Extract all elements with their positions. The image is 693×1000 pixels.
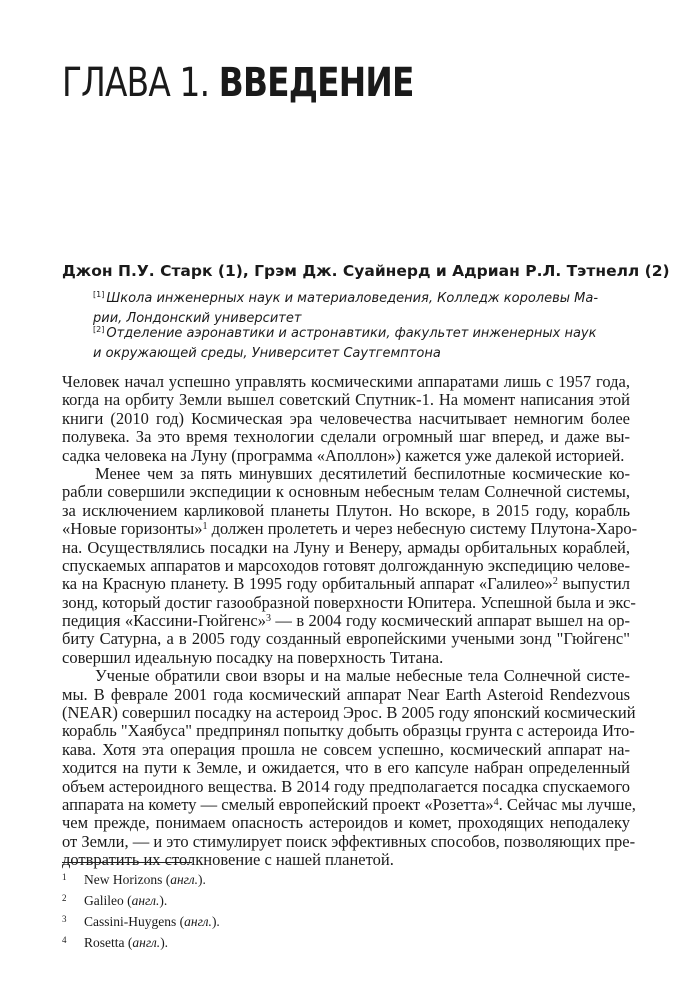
- footnote-divider: [62, 862, 192, 863]
- footnote-lang: англ.: [132, 935, 161, 950]
- text-line: садка человека на Луну (программа «Аполлон») кажется уже далекой историей.: [62, 445, 625, 465]
- body-text: [62, 372, 638, 870]
- text-line: за исключением карликовой планеты Плутон. Но вскоре, в 2015 году, корабль: [62, 500, 630, 520]
- text-line: мы. В феврале 2001 года космический аппарат Near Earth Asteroid Rendezvous: [62, 684, 630, 704]
- footnote-ref: 3: [265, 613, 271, 625]
- footnote: 2 Galileo (англ.).: [62, 893, 168, 908]
- authors-line: Джон П.У. Старк (1), Грэм Дж. Суайнерд и Адриан Р.Л. Тэтнелл (2): [62, 262, 670, 280]
- affiliation-line: Школа инженерных наук и материаловедения, Колледж королевы Ма-: [106, 291, 599, 306]
- text-line: спускаемых аппаратов и марсоходов готовят долгожданную экспедицию челове-: [62, 555, 630, 575]
- text-line: на. Осуществлялись посадки на Луну и Венеру, армады орбитальных кораблей,: [62, 537, 630, 557]
- text-line: дотвратить их столкновение с нашей планетой.: [62, 850, 394, 870]
- text-line: «Новые горизонты»$^1$ должен пролететь и через небесную систему Плутона-Харо-: [62, 519, 638, 539]
- paragraph: [62, 373, 630, 465]
- footnote-lang: англ.: [184, 914, 212, 929]
- chapter-title: [62, 60, 414, 106]
- affiliation-line: Отделение аэронавтики и астронавтики, факультет инженерных наук: [106, 326, 597, 341]
- text-line: ка на Красную планету. В 1995 году орбитальный аппарат «Галилео»$^2$ выпустил: [62, 574, 630, 594]
- footnote: 3 Cassini-Huygens (англ.).: [62, 914, 220, 929]
- affiliation-line: и окружающей среды, Университет Саутгемптона: [93, 346, 441, 361]
- paragraph: [62, 666, 636, 870]
- text-line: когда на орбиту Земли вышел советский Спутник-1. На момент написания этой: [62, 390, 630, 410]
- text-line: аппарата на комету — смелый европейский проект «Розетта»$^4$. Сейчас мы лучше,: [62, 794, 636, 814]
- text-line: чем прежде, понимаем опасность астероидов и комет, проходящих неподалеку: [62, 813, 630, 833]
- footnote-ref: 1: [202, 521, 208, 533]
- text-line: Ученые обратили свои взоры и на малые небесные тела Солнечной систе-: [95, 666, 630, 686]
- text-line: книги (2010 год) Космическая эра человечества насчитывает немногим более: [62, 408, 630, 428]
- chapter-prefix: ГЛАВА 1.: [62, 60, 219, 106]
- text-line: полувека. За это время технологии сделали огромный шаг вперед, и даже вы-: [62, 427, 630, 447]
- footnote-lang: англ.: [170, 872, 199, 887]
- text-line: корабль "Хаябуса" предпринял попытку добыть образцы грунта с астероида Ито-: [62, 721, 635, 741]
- text-line: Менее чем за пять минувших десятилетий беспилотные космические ко-: [95, 463, 630, 483]
- footnote: 4 Rosetta (англ.).: [62, 935, 169, 950]
- footnote-ref: 4: [493, 796, 499, 808]
- text-line: биту Сатурна, а в 2005 году созданный европейскими учеными зонд "Гюйгенс": [62, 629, 630, 649]
- text-line: кава. Хотя эта операция прошла не совсем успешно, космический аппарат на-: [62, 739, 630, 759]
- footnote-lang: англ.: [131, 893, 160, 908]
- text-line: от Земли, — и это стимулирует поиск эффективных способов, позволяющих пре-: [62, 831, 636, 851]
- text-line: объем астероидного вещества. В 2014 году предполагается посадка спускаемого: [62, 776, 630, 796]
- paragraph: [62, 463, 638, 667]
- text-line: (NEAR) совершил посадку на астероид Эрос. В 2005 году японский космический: [62, 703, 636, 723]
- affiliation-2: [93, 320, 603, 364]
- text-line: педиция «Кассини-Гюйгенс»$^3$ — в 2004 году космический аппарат вышел на ор-: [62, 611, 630, 631]
- text-line: совершил идеальную посадку на поверхность Титана.: [62, 647, 444, 667]
- text-line: рабли совершили экспедиции к основным небесным телам Солнечной системы,: [62, 482, 630, 502]
- text-line: Человек начал успешно управлять космическими аппаратами лишь с 1957 года,: [62, 372, 630, 391]
- affiliation-line: рии, Лондонский университет: [93, 311, 302, 326]
- footnotes: [62, 869, 220, 953]
- footnote-ref: 2: [552, 576, 558, 588]
- text-line: зонд, который достиг газообразной поверхности Юпитера. Успешной была и экс-: [62, 592, 636, 612]
- chapter-name: ВВЕДЕНИЕ: [218, 60, 414, 106]
- footnote: 1 New Horizons (англ.).: [62, 872, 206, 887]
- text-line: ходится на пути к Земле, и ожидается, что в его капсуле набран определенный: [62, 758, 630, 778]
- affiliation-marker: [1]: [93, 290, 105, 299]
- affiliation-marker: [2]: [93, 325, 105, 334]
